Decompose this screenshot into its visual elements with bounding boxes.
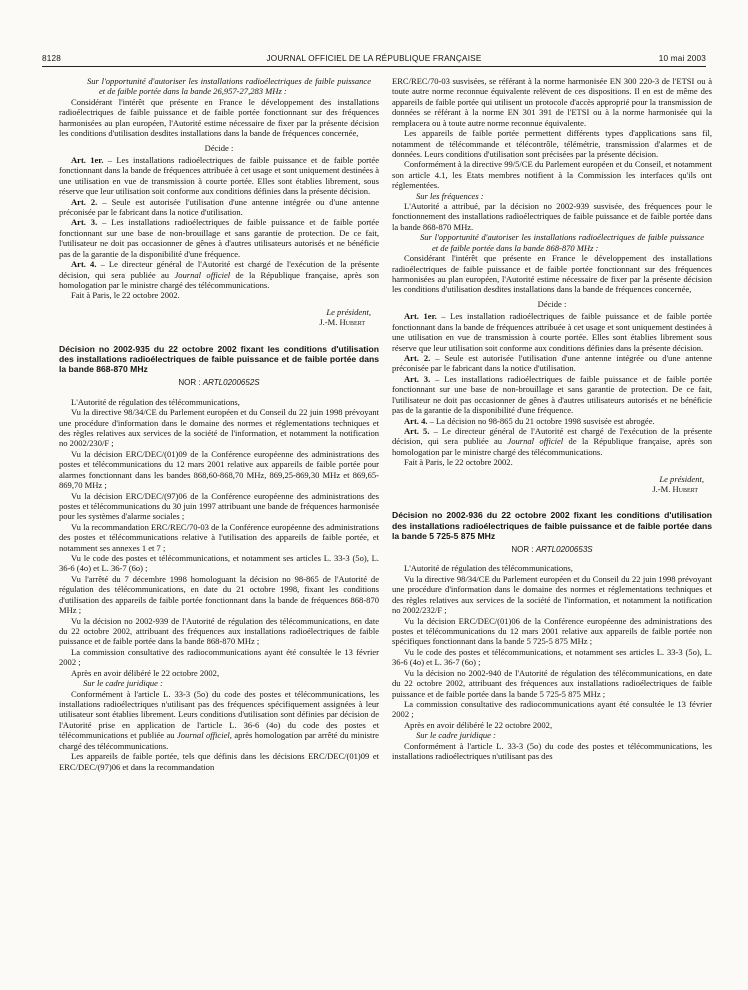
paragraph: Vu la directive 98/34/CE du Parlement européen et du Conseil du 22 juin 1998 prévoyant une procédure d'information dans le domaine des normes et réglementations techniques et des règles relatives aux services de la société de l'information, et notamment la notification no 2002/230/F ; <box>59 407 379 449</box>
paragraph: Vu la recommandation ERC/REC/70-03 de la Conférence européenne des administrations des postes et télécommunications relative à l'utilisation des appareils de faible portée, et notamment ses annexes 1 et 7 ; <box>59 521 379 553</box>
decision-title: Décision no 2002-936 du 22 octobre 2002 fixant les conditions d'utilisation des installations radioélectriques de faible puissance et de faible portée dans la bande 5 725-5 875 MHz <box>392 510 712 541</box>
article-text: – Les installations radioélectriques de faible puissance et de faible portée fonctionnant sur une base de non-brouillage et sans garantie de protection. De ce fait, l'utilisateur ne doit pas occasionner de gênes à d'autres utilisateurs autorisés et ne bénéficie pas de la garantie de la disponibilité d'une fréquence. <box>59 217 379 259</box>
article-text: – Les installation radioélectriques de faible puissance et de faible portée fonctionnant dans la bande de fréquences attribuée à cet usage et sont uniquement destinées à une utilisation en vue de transmission à courte portée. Elles sont établies librement sous réserve que leur utilisation soit conforme aux conditions définies dans la présente décision. <box>392 311 712 353</box>
paragraph: Vu la décision ERC/DEC/(97)06 de la Conférence européenne des administrations des postes et télécommunications du 30 juin 1997 attribuant une bande de fréquences harmonisée pour les systèmes d'alarme sociales ; <box>59 490 379 522</box>
right-column <box>392 76 712 988</box>
paragraph: La commission consultative des radiocommunications ayant été consultée le 13 février 2002 ; <box>392 698 712 720</box>
article-text: de la République française, après son homologation par le ministre chargé des télécommunications. <box>59 269 379 291</box>
section-heading: Sur le cadre juridique : <box>83 678 163 689</box>
decide-heading: Décide : <box>537 298 567 309</box>
article-label: Art. 1er. <box>404 311 437 322</box>
left-column <box>59 76 379 988</box>
article-label: Art. 3. <box>404 373 431 384</box>
paragraph: Vu la directive 98/34/CE du Parlement européen et du Conseil du 22 juin 1998 prévoyant une procédure d'information dans le domaine des normes et réglementations techniques et des règles relatives aux services de la société de l'information, et notamment la notification no 2002/232/F ; <box>392 573 712 616</box>
article-3 <box>59 217 379 259</box>
article-2 <box>392 353 712 374</box>
journal-reference: Journal officiel <box>174 269 231 280</box>
signature-name: J.-M. Hubert <box>319 317 365 328</box>
signature-name: J.-M. Hubert <box>652 484 698 495</box>
paragraph-text: après homologation par arrêté du ministre chargé des télécommunications. <box>59 730 379 751</box>
nor-label: NOR : <box>178 378 203 388</box>
issue-date: 10 mai 2003 <box>658 54 706 63</box>
article-4 <box>392 416 712 426</box>
article-text: – Seule est autorisée l'utilisation d'une antenne intégrée ou d'une antenne préconisée par le fabricant dans la notice d'utilisation. <box>392 352 712 374</box>
paragraph: Conformément à la directive 99/5/CE du Parlement européen et du Conseil, et notamment son article 4.1, les Etats membres notifient à la Commission les interfaces qu'ils ont réglementées. <box>392 159 712 191</box>
paragraph: Vu l'arrêté du 7 décembre 1998 homologuant la décision no 98-865 de l'Autorité de régulation des télécommunications, en date du 21 octobre 1998, fixant les conditions d'utilisation des appareils de faible portée fonctionnant dans la bande de fréquences 868-870 MHz ; <box>59 573 379 616</box>
article-label: Art. 4. <box>71 259 97 270</box>
paragraph: Après en avoir délibéré le 22 octobre 2002, <box>71 667 220 678</box>
article-text: – Le directeur général de l'Autorité est chargé de l'exécution de la présente décision, qui sera publiée au <box>59 259 379 280</box>
article-text: – Les installations radioélectriques de faible puissance et de faible portée fonctionnant sur une base de non-brouillage et sans garantie de protection. De ce fait, l'utilisateur ne doit pas occasionner de gênes à d'autres utilisateurs autorisés et ne bénéficie pas de la garantie de la disponibilité d'une fréquence. <box>392 373 712 416</box>
decide-heading: Décide : <box>204 142 234 153</box>
paragraph: Conformément à l'article L. 33-3 (5o) du code des postes et télécommunications, les installations radioélectriques n'utilisant pas des <box>392 740 712 762</box>
paragraph: La commission consultative des radiocommunications ayant été consultée le 13 février 2002 ; <box>59 646 379 668</box>
nor-reference <box>392 545 712 555</box>
section-heading: Sur le cadre juridique : <box>416 730 496 741</box>
article-text: – Le directeur général de l'Autorité est chargé de l'exécution de la présente décision, qui sera publiée au <box>392 425 712 447</box>
paragraph: Vu la décision no 2002-940 de l'Autorité de régulation des télécommunications, en date du 22 octobre 2002, attribuant des fréquences aux installations radioélectriques de faible puissance et de faible portée dans la bande 5 725-5 875 MHz ; <box>392 667 712 699</box>
article-text: – Seule est autorisée l'utilisation d'une antenne intégrée ou d'une antenne préconisée par le fabricant dans la notice d'utilisation. <box>59 196 379 218</box>
signature-role: Le président, <box>659 473 704 484</box>
sub-heading: Sur l'opportunité d'autoriser les installations radioélectriques de faible puissance et de faible portée dans la bande 868-870 MHz : <box>420 232 704 253</box>
article-4 <box>59 259 379 290</box>
paragraph: Considérant l'intérêt que présente en France le développement des installations radioélectriques de faible puissance et de faible portée fonctionnant sur des fréquences harmonisées au plan européen, l'Autorité estime nécessaire de fixer par la présente décision les conditions d'utilisation desdites installations dans la bande de fréquences concernée, <box>59 96 379 139</box>
paragraph: Les appareils de faible portée, tels que définis dans les décisions ERC/DEC/(01)09 et ERC/DEC/(97)06 et dans la recommandation <box>59 751 379 772</box>
paragraph: Vu le code des postes et télécommunications, et notamment ses articles L. 33-3 (5o), L. 36-6 (4o) et L. 36-7 (6o) ; <box>59 553 379 574</box>
signed-place-date: Fait à Paris, le 22 octobre 2002. <box>404 457 513 468</box>
section-heading: Sur les fréquences : <box>416 190 484 201</box>
article-label: Art. 1er. <box>71 154 104 165</box>
paragraph: L'Autorité de régulation des télécommunications, <box>71 396 240 407</box>
signature-role: Le président, <box>326 306 371 317</box>
article-label: Art. 5. <box>404 425 430 436</box>
nor-label: NOR : <box>511 545 536 555</box>
nor-code: ARTL0200652S <box>202 378 260 388</box>
paragraph: Vu la décision ERC/DEC/(01)09 de la Conférence européenne des administrations des postes et télécommunications du 12 mars 2001 relative aux appareils de faible portée pour alarmes fonctionnant dans les bandes 868,60-868,70 MHz, 869,25-869,30 MHz et 869,65-869,70 MHz ; <box>59 448 379 491</box>
paragraph: L'Autorité a attribué, par la décision no 2002-939 susvisée, des fréquences pour le fonctionnement des installations radioélectriques de faible puissance et de faible portée dans la bande 868-870 MHz. <box>392 201 712 232</box>
paragraph <box>59 689 379 752</box>
journal-reference: Journal officiel <box>507 436 564 447</box>
decision-title: Décision no 2002-935 du 22 octobre 2002 fixant les conditions d'utilisation des installations radioélectriques de faible puissance et de faible portée dans la bande 868-870 MHz <box>59 343 379 375</box>
article-1 <box>59 155 379 197</box>
article-text: de la République française, après son homologation par le ministre chargé des télécommunications. <box>392 436 712 457</box>
header-rule <box>42 66 706 67</box>
article-5 <box>392 426 712 457</box>
paragraph: Considérant l'intérêt que présente en France le développement des installations radioélectriques de faible puissance et de faible portée fonctionnant sur des fréquences harmonisées au plan européen, l'Autorité estime nécessaire de fixer par la présente décision les conditions d'utilisation desdites installations dans la bande de fréquences concernée, <box>392 253 712 295</box>
paragraph-text: Conformément à l'article L. 33-3 (5o) du code des postes et télécommunications, les installations radioélectriques n'utilisant pas des fréquences spécifiquement assignées à leur utilisateur sont établies librement. Leurs conditions d'utilisation sont définies par décision de l'Autorité prise en application de l'article L. 36-6 (4o) du code des postes et télécommunications et publiée au <box>59 688 379 741</box>
sub-heading: Sur l'opportunité d'autoriser les installations radioélectriques de faible puissance et de faible portée dans la bande 26,957-27,283 MHz : <box>87 76 371 97</box>
article-3 <box>392 374 712 416</box>
signed-place-date: Fait à Paris, le 22 octobre 2002. <box>71 290 180 301</box>
paragraph: Vu la décision ERC/DEC/(01)06 de la Conférence européenne des administrations des postes et télécommunications du 12 mars 2001 relative aux appareils de faible portée non spécifiques fonctionnant dans la bande 5 725-5 875 MHz ; <box>392 615 712 647</box>
article-2 <box>59 197 379 218</box>
article-label: Art. 2. <box>71 196 98 207</box>
paragraph: L'Autorité de régulation des télécommunications, <box>404 563 573 574</box>
article-1 <box>392 311 712 353</box>
nor-reference <box>59 378 379 388</box>
page-number: 8128 <box>42 54 62 63</box>
paragraph: Les appareils de faible portée permettent différents types d'applications sans fil, notamment de télécommande et télécontrôle, télémétrie, transmission d'alarmes et de données. Leurs conditions d'utilisation sont précisées par la présente décision. <box>392 128 712 159</box>
article-label: Art. 2. <box>404 352 431 363</box>
article-text: – La décision no 98-865 du 21 octobre 1998 susvisée est abrogée. <box>427 415 655 426</box>
journal-reference: Journal officiel, <box>176 730 232 741</box>
article-text: – Les installations radioélectriques de faible puissance et de faible portée fonctionnant dans la bande de fréquences attribuée à cet usage et sont uniquement destinées à une utilisation en vue de transmission à courte portée. Elles sont établies librement, sous réserve que leur utilisation soit conforme aux conditions définies dans la présente décision. <box>59 154 379 197</box>
paragraph: ERC/REC/70-03 susvisées, se référant à la norme harmonisée EN 300 220-3 de l'ETSI ou à toute autre norme reconnue équivalente relèvent de ces dispositions. Il en est de même des appareils de faible portée qui utilisent un protocole d'accès approprié pour la transmission de données se référant à la norme EN 301 391 de l'ETSI ou à la norme harmonisée qui la remplacera ou à toute autre norme reconnue équivalente. <box>392 76 712 128</box>
paragraph: Vu la décision no 2002-939 de l'Autorité de régulation des télécommunications, en date du 22 octobre 2002, attribuant des fréquences aux installations radioélectriques de faible puissance et de faible portée dans la bande 868-870 MHz ; <box>59 615 379 647</box>
paragraph: Vu le code des postes et télécommunications, et notamment ses articles L. 33-3 (5o), L. 36-6 (4o) et L. 36-7 (6o) ; <box>392 646 712 668</box>
journal-title: JOURNAL OFFICIEL DE LA RÉPUBLIQUE FRANÇAISE <box>266 54 482 63</box>
article-label: Art. 3. <box>71 217 98 228</box>
nor-code: ARTL0200653S <box>535 545 593 555</box>
paragraph: Après en avoir délibéré le 22 octobre 2002, <box>404 719 553 730</box>
article-label: Art. 4. <box>404 415 428 426</box>
